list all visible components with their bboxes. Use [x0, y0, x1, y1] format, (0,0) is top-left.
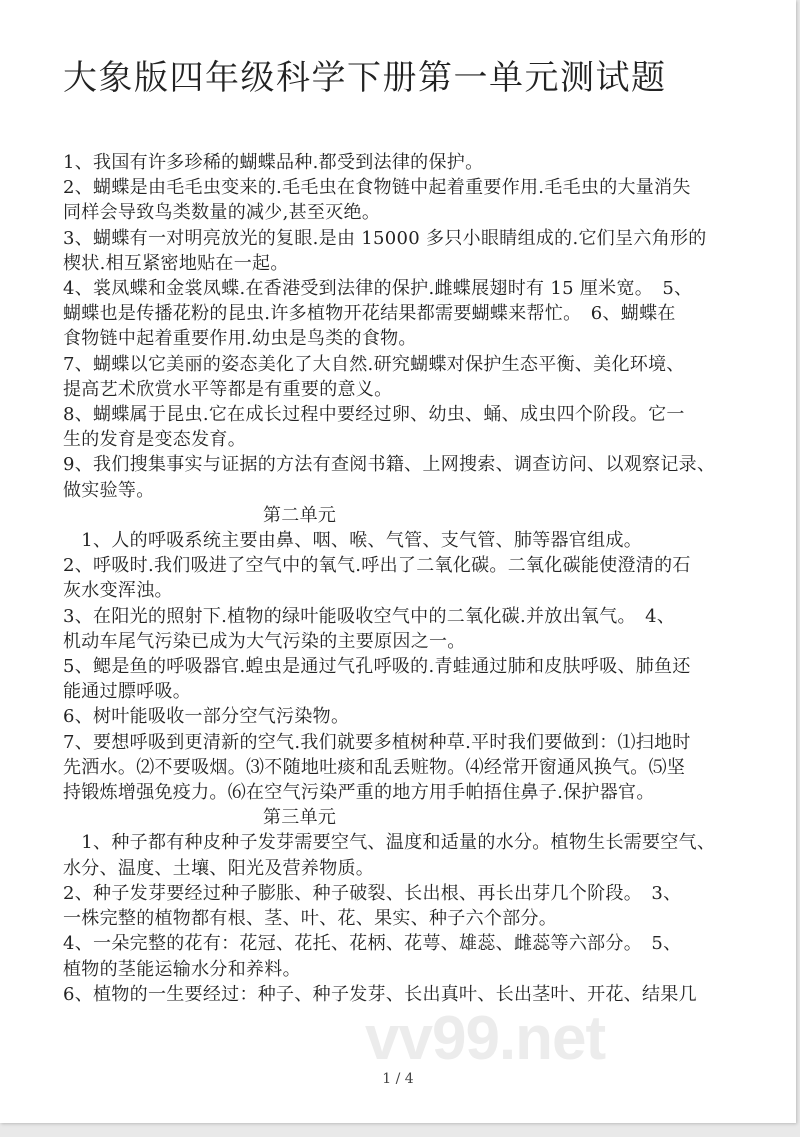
text-line: 能通过膘呼吸。 [63, 681, 192, 703]
text-line: 7、蝴蝶以它美丽的姿态美化了大自然.研究蝴蝶对保护生态平衡、美化环境、 [63, 353, 685, 375]
text-line: 9、我们搜集事实与证据的方法有查阅书籍、上网搜索、调查访问、以观察记录、 [63, 454, 716, 476]
text-line: 2、种子发芽要经过种子膨胀、种子破裂、长出根、再长出芽几个阶段。 3、 [63, 882, 682, 904]
page-number: 1 / 4 [382, 1071, 414, 1087]
text-line: 7、要想呼吸到更清新的空气.我们就要多植树种草.平时我们要做到：⑴扫地时 [63, 731, 691, 753]
text-line: 1、我国有许多珍稀的蝴蝶品种.都受到法律的保护。 [63, 152, 484, 173]
text-line: 4、一朵完整的花有：花冠、花托、花柄、花萼、雄蕊、雌蕊等六部分。 5、 [63, 933, 682, 955]
unit3-section [63, 830, 763, 1006]
text-line: 6、植物的一生要经过：种子、种子发芽、长出真叶、长出茎叶、开花、结果几 [63, 983, 697, 1005]
text-line: 3、蝴蝶有一对明亮放光的复眼.是由 15000 多只小眼睛组成的.它们呈六角形的 [63, 227, 707, 249]
text-line: 植物的茎能运输水分和养料。 [63, 958, 301, 980]
watermark: vv99.net [365, 1004, 606, 1073]
document-title: 大象版四年级科学下册第一单元测试题 [63, 58, 667, 98]
text-line: 水分、温度、土壤、阳光及营养物质。 [63, 857, 375, 879]
text-line: 一株完整的植物都有根、茎、叶、花、果实、种子六个部分。 [63, 908, 558, 930]
text-line: 灰水变浑浊。 [63, 580, 173, 602]
text-line: 1、人的呼吸系统主要由鼻、咽、喉、气管、支气管、肺等器官组成。 [63, 530, 643, 552]
text-line: 生的发育是变态发育。 [63, 429, 246, 451]
text-line: 4、裳凤蝶和金裳凤蝶.在香港受到法律的保护.雌蝶展翅时有 15 厘米宽。 5、 [63, 278, 693, 300]
unit3-heading: 第三单元 [263, 807, 337, 829]
text-line: 8、蝴蝶属于昆虫.它在成长过程中要经过卵、幼虫、蛹、成虫四个阶段。它一 [63, 404, 685, 426]
text-line: 2、呼吸时.我们吸进了空气中的氧气.呼出了二氧化碳。二氧化碳能使澄清的石 [63, 555, 691, 577]
document-body [63, 150, 763, 1007]
unit1-section [63, 150, 763, 503]
text-line: 做实验等。 [63, 479, 155, 501]
text-line: 持锻炼增强免疫力。⑹在空气污染严重的地方用手帕捂住鼻子.保护器官。 [63, 782, 655, 804]
unit2-heading: 第二单元 [263, 504, 337, 526]
text-line: 6、树叶能吸收一部分空气污染物。 [63, 706, 350, 728]
text-line: 蝴蝶也是传播花粉的昆虫.许多植物开花结果都需要蝴蝶来帮忙。 6、蝴蝶在 [63, 303, 676, 325]
text-line: 楔状.相互紧密地贴在一起。 [63, 252, 289, 274]
text-line: 机动车尾气污染已成为大气污染的主要原因之一。 [63, 630, 466, 652]
text-line: 同样会导致鸟类数量的减少,甚至灭绝。 [63, 202, 381, 224]
text-line: 先洒水。⑵不要吸烟。⑶不随地吐痰和乱丢赃物。⑷经常开窗通风换气。⑸坚 [63, 756, 686, 778]
text-line: 3、在阳光的照射下.植物的绿叶能吸收空气中的二氧化碳.并放出氧气。 4、 [63, 605, 676, 627]
text-line: 食物链中起着重要作用.幼虫是鸟类的食物。 [63, 328, 417, 350]
text-line: 2、蝴蝶是由毛毛虫变来的.毛毛虫在食物链中起着重要作用.毛毛虫的大量消失 [63, 177, 691, 199]
text-line: 5、鳃是鱼的呼吸器官.蝗虫是通过气孔呼吸的.青蛙通过肺和皮肤呼吸、肺鱼还 [63, 656, 691, 678]
text-line: 提高艺术欣赏水平等都是有重要的意义。 [63, 378, 393, 400]
unit2-section [63, 528, 763, 805]
text-line: 1、种子都有种皮种子发芽需要空气、温度和适量的水分。植物生长需要空气、 [63, 832, 716, 854]
